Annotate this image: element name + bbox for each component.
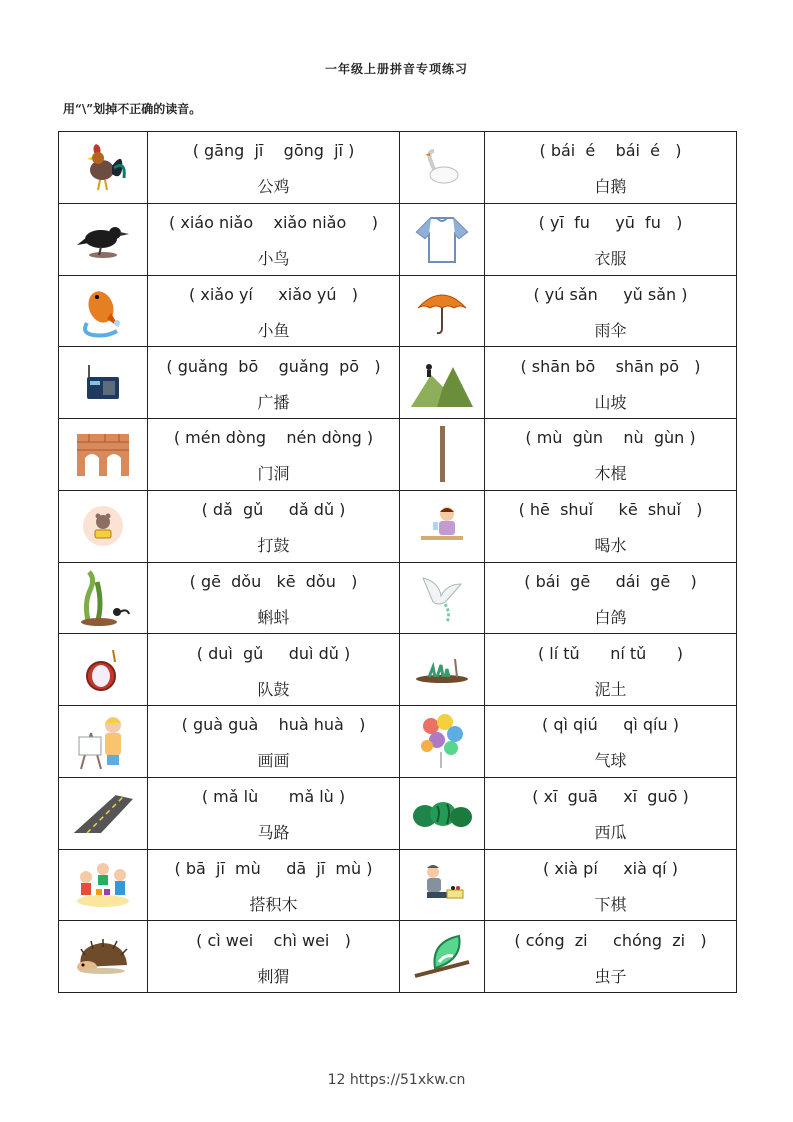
word-cell xyxy=(485,706,737,778)
painting-icon xyxy=(59,706,148,778)
word-cell xyxy=(148,921,400,993)
word-label: 雨伞 xyxy=(594,320,627,340)
gate-icon xyxy=(59,419,148,491)
word-cell xyxy=(485,562,737,634)
pinyin-options[interactable]: ( guà guà huà huà ) xyxy=(181,715,366,735)
table-row xyxy=(59,562,737,634)
page-title: 一年级上册拼音专项练习 xyxy=(324,62,468,76)
pinyin-options[interactable]: ( cì wei chì wei ) xyxy=(196,930,351,950)
word-cell xyxy=(148,849,400,921)
exercise-table xyxy=(58,131,737,993)
table-row xyxy=(59,706,737,778)
word-label: 虫子 xyxy=(594,966,627,986)
drum-bear-icon xyxy=(59,490,148,562)
blocks-icon xyxy=(59,849,148,921)
word-cell xyxy=(485,490,737,562)
word-label: 下棋 xyxy=(594,894,627,914)
word-cell xyxy=(148,275,400,347)
goose-icon xyxy=(400,132,485,204)
hill-icon xyxy=(400,347,485,419)
word-cell xyxy=(485,634,737,706)
word-cell xyxy=(148,419,400,491)
word-label: 泥土 xyxy=(594,679,627,699)
word-cell xyxy=(485,132,737,204)
word-cell xyxy=(485,275,737,347)
pinyin-options[interactable]: ( cóng zi chóng zi ) xyxy=(514,930,707,950)
table-row xyxy=(59,921,737,993)
pinyin-options[interactable]: ( shān bō shān pō ) xyxy=(520,356,701,376)
word-label: 气球 xyxy=(594,751,627,771)
pinyin-options[interactable]: ( xī guā xī guō ) xyxy=(532,787,689,807)
word-label: 打鼓 xyxy=(257,536,290,556)
page-footer: 12 https://51xkw.cn xyxy=(327,1072,466,1088)
word-label: 刺猬 xyxy=(257,966,290,986)
word-cell xyxy=(148,634,400,706)
word-cell xyxy=(148,706,400,778)
word-cell xyxy=(485,777,737,849)
pinyin-options[interactable]: ( xiáo niǎo xiǎo niǎo ) xyxy=(169,213,378,233)
balloons-icon xyxy=(400,706,485,778)
hedgehog-icon xyxy=(59,921,148,993)
word-cell xyxy=(148,203,400,275)
word-cell xyxy=(485,419,737,491)
word-label: 小鱼 xyxy=(257,320,290,340)
pinyin-options[interactable]: ( bā jī mù dā jī mù ) xyxy=(174,858,373,878)
pinyin-options[interactable]: ( gē dǒu kē dǒu ) xyxy=(189,571,358,591)
fish-icon xyxy=(59,275,148,347)
pinyin-options[interactable]: ( yú sǎn yǔ sǎn ) xyxy=(533,284,688,304)
word-cell xyxy=(485,921,737,993)
table-row xyxy=(59,634,737,706)
word-cell xyxy=(148,132,400,204)
chess-icon xyxy=(400,849,485,921)
soil-icon xyxy=(400,634,485,706)
stick-icon xyxy=(400,419,485,491)
word-cell xyxy=(485,849,737,921)
word-label: 画画 xyxy=(257,751,290,771)
pinyin-options[interactable]: ( hē shuǐ kē shuǐ ) xyxy=(518,500,703,520)
word-label: 小鸟 xyxy=(257,249,290,269)
table-row xyxy=(59,490,737,562)
table-row xyxy=(59,849,737,921)
marching-drum-icon xyxy=(59,634,148,706)
word-cell xyxy=(485,347,737,419)
word-label: 西瓜 xyxy=(594,823,627,843)
rooster-icon xyxy=(59,132,148,204)
table-row xyxy=(59,347,737,419)
pinyin-options[interactable]: ( xià pí xià qí ) xyxy=(543,858,678,878)
word-label: 广播 xyxy=(257,392,290,412)
pinyin-options[interactable]: ( mén dòng nén dòng ) xyxy=(173,428,374,448)
tadpole-icon xyxy=(59,562,148,634)
radio-icon xyxy=(59,347,148,419)
pinyin-options[interactable]: ( xiǎo yí xiǎo yú ) xyxy=(189,284,358,304)
word-label: 喝水 xyxy=(594,536,627,556)
drinking-icon xyxy=(400,490,485,562)
word-label: 搭积木 xyxy=(249,894,298,914)
word-label: 木棍 xyxy=(594,464,627,484)
pinyin-options[interactable]: ( duì gǔ duì dǔ ) xyxy=(196,643,351,663)
pinyin-options[interactable]: ( guǎng bō guǎng pō ) xyxy=(166,356,381,376)
table-row xyxy=(59,203,737,275)
shirt-icon xyxy=(400,203,485,275)
word-cell xyxy=(148,562,400,634)
bird-icon xyxy=(59,203,148,275)
word-label: 马路 xyxy=(257,823,290,843)
road-icon xyxy=(59,777,148,849)
caterpillar-icon xyxy=(400,921,485,993)
word-label: 公鸡 xyxy=(257,177,290,197)
word-cell xyxy=(148,490,400,562)
watermelon-icon xyxy=(400,777,485,849)
pinyin-options[interactable]: ( yī fu yū fu ) xyxy=(538,213,683,233)
word-label: 白鹅 xyxy=(594,177,627,197)
pinyin-options[interactable]: ( mǎ lù mǎ lù ) xyxy=(201,787,346,807)
table-row xyxy=(59,419,737,491)
word-label: 山坡 xyxy=(594,392,627,412)
word-label: 白鸽 xyxy=(594,607,627,627)
umbrella-icon xyxy=(400,275,485,347)
table-row xyxy=(59,777,737,849)
pinyin-options[interactable]: ( bái é bái é ) xyxy=(539,141,682,161)
word-label: 衣服 xyxy=(594,249,627,269)
word-label: 蝌蚪 xyxy=(257,607,290,627)
word-cell xyxy=(148,347,400,419)
word-cell xyxy=(485,203,737,275)
word-label: 队鼓 xyxy=(257,679,290,699)
pinyin-options[interactable]: ( lí tǔ ní tǔ ) xyxy=(537,643,684,663)
pinyin-options[interactable]: ( dǎ gǔ dǎ dǔ ) xyxy=(201,500,346,520)
pinyin-options[interactable]: ( gāng jī gōng jī ) xyxy=(192,141,355,161)
word-label: 门洞 xyxy=(257,464,290,484)
pinyin-options[interactable]: ( mù gùn nù gùn ) xyxy=(525,428,696,448)
table-row xyxy=(59,132,737,204)
pinyin-options[interactable]: ( bái gē dái gē ) xyxy=(524,571,697,591)
pinyin-options[interactable]: ( qì qiú qì qíu ) xyxy=(542,715,679,735)
instruction: 用“\”划掉不正确的读音。 xyxy=(63,102,202,116)
dove-icon xyxy=(400,562,485,634)
table-row xyxy=(59,275,737,347)
word-cell xyxy=(148,777,400,849)
